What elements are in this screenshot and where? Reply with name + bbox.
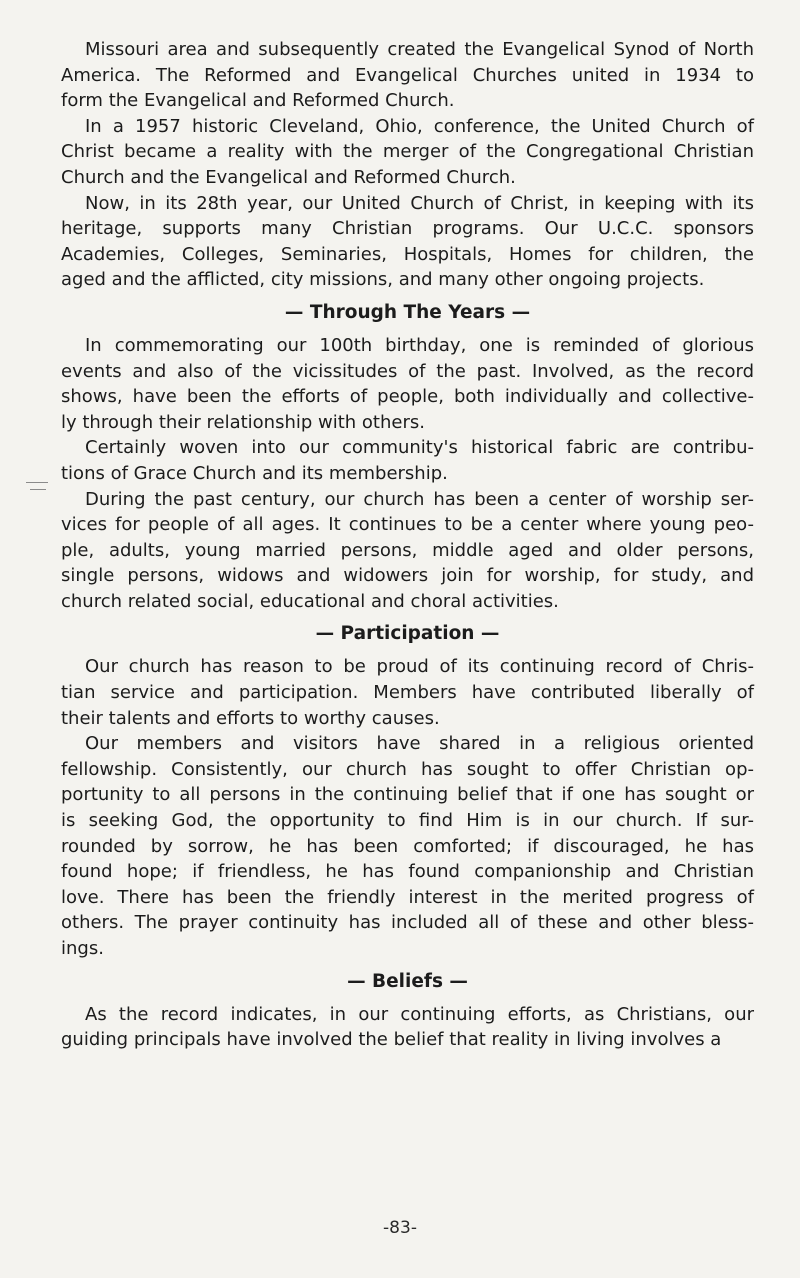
text-line: America. The Reformed and Evangelical Churches united in 1934 to: [61, 64, 754, 86]
text-line: In a 1957 historic Cleveland, Ohio, conference, the United Church of: [85, 115, 754, 137]
text-line: their talents and efforts to worthy causes.: [61, 707, 440, 729]
text-line: heritage, supports many Christian programs. Our U.C.C. sponsors: [61, 218, 754, 240]
text-line: guiding principals have involved the belief that reality in living involves a: [61, 1029, 722, 1051]
margin-pencil-mark: [26, 482, 48, 483]
paragraph: [61, 333, 754, 435]
text-line: fellowship. Consistently, our church has sought to offer Christian op-: [61, 758, 754, 780]
text-line: tions of Grace Church and its membership.: [61, 462, 448, 484]
text-line: Our members and visitors have shared in a religious oriented: [85, 733, 754, 755]
text-line: ings.: [61, 938, 104, 959]
text-line: Missouri area and subsequently created the Evangelical Synod of North: [85, 39, 754, 60]
paragraph: [61, 487, 754, 615]
text-line: aged and the afflicted, city missions, and many other ongoing projects.: [61, 269, 705, 291]
text-line: Academies, Colleges, Seminaries, Hospitals, Homes for children, the: [61, 243, 754, 265]
text-line: Church and the Evangelical and Reformed Church.: [61, 166, 516, 188]
paragraph: [61, 654, 754, 731]
document-page: [61, 37, 754, 1053]
text-line: Now, in its 28th year, our United Church of Christ, in keeping with its: [85, 192, 754, 214]
text-line: During the past century, our church has been a center of worship ser-: [85, 488, 754, 510]
text-line: vices for people of all ages. It continues to be a center where young peo-: [61, 514, 754, 536]
text-line: found hope; if friendless, he has found companionship and Christian: [61, 861, 754, 883]
paragraph: [61, 731, 754, 961]
text-line: Certainly woven into our community's historical fabric are contribu-: [85, 437, 754, 459]
text-line: single persons, widows and widowers join for worship, for study, and: [61, 565, 754, 587]
section-heading: — Beliefs —: [347, 970, 468, 992]
text-line: Our church has reason to be proud of its continuing record of Chris-: [85, 656, 754, 678]
paragraph: [61, 37, 754, 114]
paragraph: [61, 114, 754, 191]
text-line: ple, adults, young married persons, middle aged and older persons,: [61, 539, 754, 561]
page-number: -83-: [383, 1218, 417, 1238]
margin-pencil-mark: [30, 489, 46, 490]
text-line: shows, have been the efforts of people, both individually and collective-: [61, 386, 754, 408]
text-line: rounded by sorrow, he has been comforted; if discouraged, he has: [61, 835, 754, 857]
text-line: church related social, educational and choral activities.: [61, 590, 559, 612]
text-line: others. The prayer continuity has included all of these and other bless-: [61, 912, 754, 934]
section-heading: — Through The Years —: [284, 301, 531, 323]
text-line: portunity to all persons in the continuing belief that if one has sought or: [61, 784, 754, 806]
text-line: Christ became a reality with the merger of the Congregational Christian: [61, 141, 754, 163]
text-line: love. There has been the friendly interest in the merited progress of: [61, 886, 754, 908]
paragraph: [61, 435, 754, 486]
text-line: events and also of the vicissitudes of the past. Involved, as the record: [61, 360, 754, 382]
text-line: In commemorating our 100th birthday, one is reminded of glorious: [85, 334, 754, 356]
section-heading: — Participation —: [315, 623, 500, 645]
paragraph: [61, 1002, 754, 1053]
text-line: tian service and participation. Members have contributed liberally of: [61, 682, 754, 704]
paragraph: [61, 191, 754, 293]
text-line: ly through their relationship with others.: [61, 411, 425, 433]
text-line: is seeking God, the opportunity to find Him is in our church. If sur-: [61, 810, 754, 832]
text-line: As the record indicates, in our continuing efforts, as Christians, our: [85, 1003, 754, 1025]
text-line: form the Evangelical and Reformed Church.: [61, 90, 455, 112]
